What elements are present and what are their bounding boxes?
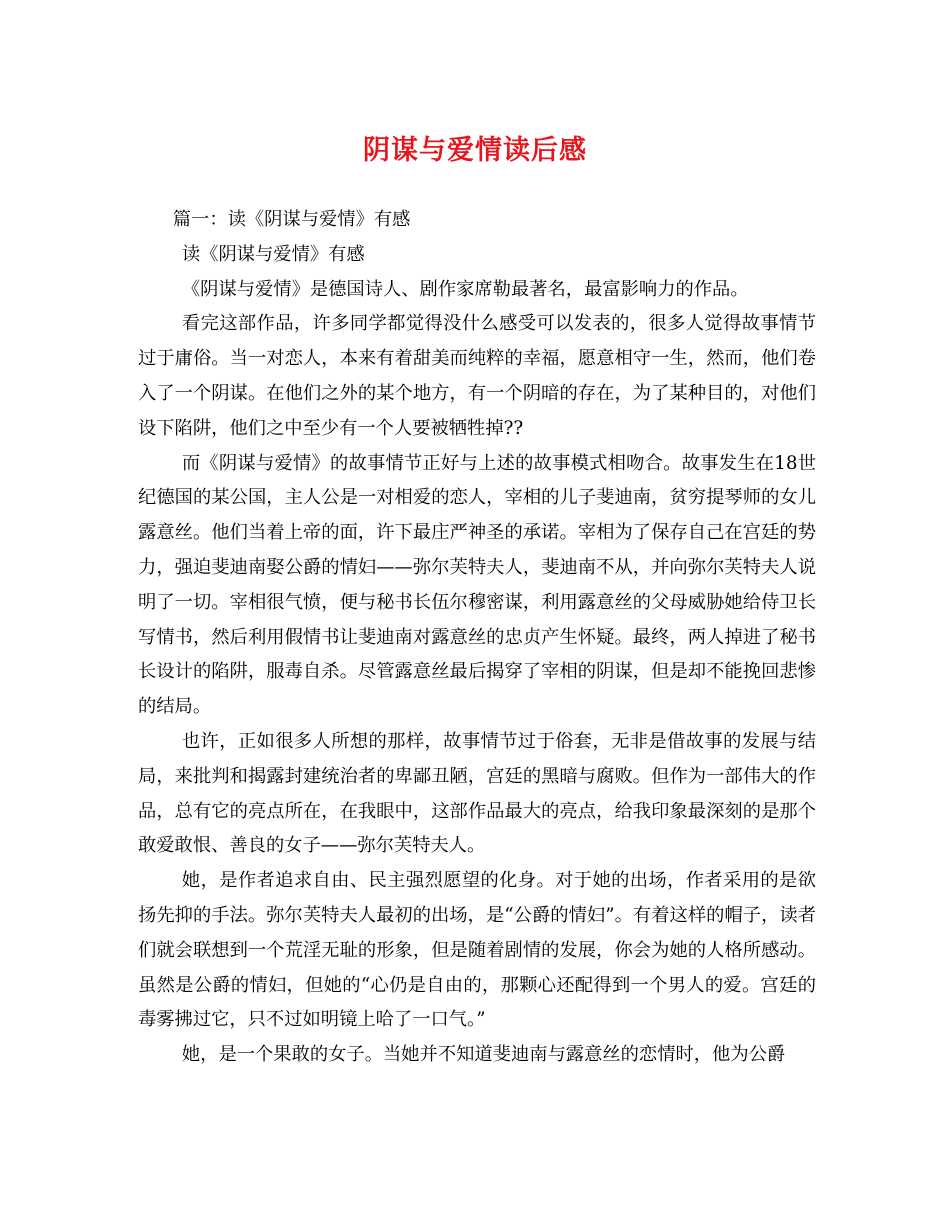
paragraph: 看完这部作品，许多同学都觉得没什么感受可以发表的，很多人觉得故事情节过于庸俗。当一对恋人，本来有着甜美而纯粹的幸福，愿意相守一生，然而，他们卷入了一个阴谋。在他们之外的某个地方，有一个阴暗的存在，为了某种目的，对他们设下陷阱，他们之中至少有一个人要被牺牲掉?? xyxy=(138,313,816,439)
paragraph: 她，是一个果敢的女子。当她并不知道斐迪南与露意丝的恋情时，他为公爵 xyxy=(181,1044,786,1066)
paragraph: 她，是作者追求自由、民主强烈愿望的化身。对于她的出场，作者采用的是欲扬先抑的手法。弥尔芙特夫人最初的出场，是“公爵的情妇”。有着这样的帽子，读者们就会联想到一个荒淫无耻的形象，但是随着剧情的发展，你会为她的人格所感动。虽然是公爵的情妇，但她的“心仍是自由的，那颗心还配得到一个男人的爱。宫廷的毒雾拂过它，只不过如明镜上哈了一口气。” xyxy=(138,870,816,1031)
paragraph: 而《阴谋与爱情》的故事情节正好与上述的故事模式相吻合。故事发生在18世纪德国的某公国，主人公是一对相爱的恋人，宰相的儿子斐迪南，贫穷提琴师的女儿露意丝。他们当着上帝的面，许下最庄严神圣的承诺。宰相为了保存自己在宫廷的势力，强迫斐迪南娶公爵的情妇——弥尔芙特夫人，斐迪南不从，并向弥尔芙特夫人说明了一切。宰相很气愤，便与秘书长伍尔穆密谋，利用露意丝的父母威胁她给侍卫长写情书，然后利用假情书让斐迪南对露意丝的忠贞产生怀疑。最终，两人掉进了秘书长设计的陷阱，服毒自杀。尽管露意丝最后揭穿了宰相的阴谋，但是却不能挽回悲惨的结局。 xyxy=(138,452,816,718)
article-heading: 读《阴谋与爱情》有感 xyxy=(181,243,365,265)
section-heading: 篇一：读《阴谋与爱情》有感 xyxy=(172,209,411,230)
document-body xyxy=(138,203,816,1073)
paragraph: 《阴谋与爱情》是德国诗人、剧作家席勒最著名，最富影响力的作品。 xyxy=(181,278,749,300)
document-title: 阴谋与爱情读后感 xyxy=(363,135,587,166)
paragraph: 也许，正如很多人所想的那样，故事情节过于俗套，无非是借故事的发展与结局，来批判和揭露封建统治者的卑鄙丑陋，宫廷的黑暗与腐败。但作为一部伟大的作品，总有它的亮点所在，在我眼中，这部作品最大的亮点，给我印象最深刻的是那个敢爱敢恨、善良的女子——弥尔芙特夫人。 xyxy=(138,730,816,857)
